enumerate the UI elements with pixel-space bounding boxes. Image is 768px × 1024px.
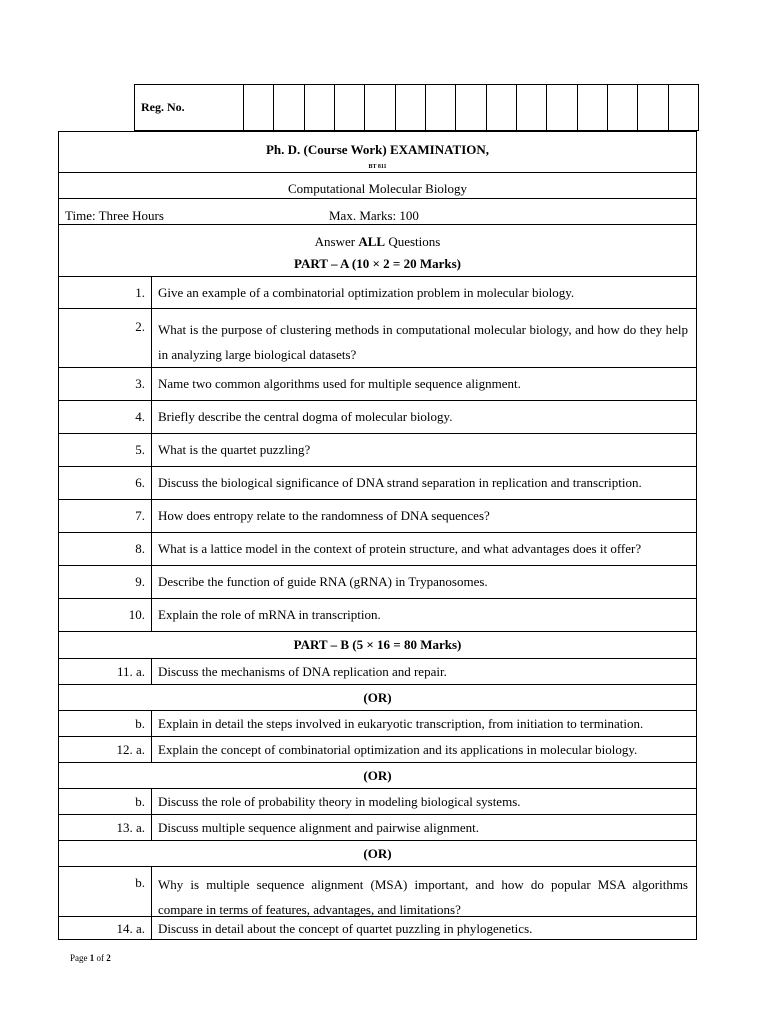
reg-no-cell: [365, 85, 395, 130]
page-footer: Page 1 of 2: [70, 953, 111, 963]
question-number: 4.: [59, 401, 152, 433]
question-number: b.: [59, 789, 152, 814]
question-row: [59, 736, 696, 762]
question-text: Discuss the role of probability theory in modeling biological systems.: [158, 793, 521, 809]
question-number: 1.: [59, 277, 152, 308]
question-row: [59, 788, 696, 814]
reg-no-cell: [547, 85, 577, 130]
answer-instruction: Answer ALL Questions: [314, 234, 441, 249]
question-row: [59, 499, 696, 532]
exam-meta-row: [59, 198, 696, 224]
question-text: Discuss the biological significance of DNA strand separation in replication and transcription.: [158, 475, 642, 490]
question-text: Why is multiple sequence alignment (MSA) important, and how do popular MSA algorithms compare in terms of features, advantages, and limitations?: [158, 877, 688, 917]
question-number: 13. a.: [59, 815, 152, 840]
question-number: 2.: [59, 309, 152, 367]
question-number: b.: [59, 867, 152, 916]
question-number: 14. a.: [59, 917, 152, 940]
exam-time: Time: Three Hours: [65, 208, 164, 223]
question-number: 11. a.: [59, 659, 152, 684]
question-row: [59, 916, 696, 940]
question-text: Briefly describe the central dogma of molecular biology.: [158, 409, 453, 424]
reg-no-cell: [517, 85, 547, 130]
question-number: b.: [59, 711, 152, 736]
question-row: [59, 866, 696, 916]
question-row: [59, 710, 696, 736]
question-row: [59, 308, 696, 367]
course-code: BT 811: [368, 164, 387, 170]
reg-no-cell: [487, 85, 517, 130]
question-text: How does entropy relate to the randomness of DNA sequences?: [158, 508, 490, 523]
question-row: [59, 367, 696, 400]
or-separator: (OR): [59, 762, 696, 788]
question-number: 7.: [59, 500, 152, 532]
question-text: Discuss in detail about the concept of quartet puzzling in phylogenetics.: [158, 920, 533, 936]
current-page-number: 1: [89, 953, 95, 963]
question-text: Describe the function of guide RNA (gRNA) in Trypanosomes.: [158, 574, 488, 589]
exam-table: [58, 131, 697, 940]
subject-title: Computational Molecular Biology: [59, 172, 696, 198]
question-text: Discuss the mechanisms of DNA replication and repair.: [158, 663, 447, 679]
question-number: 6.: [59, 467, 152, 499]
question-text: Discuss multiple sequence alignment and pairwise alignment.: [158, 819, 479, 835]
reg-no-cell: [244, 85, 274, 130]
reg-no-cell: [274, 85, 304, 130]
question-text: What is the purpose of clustering methods in computational molecular biology, and how do they help in analyzing large biological datasets?: [158, 322, 688, 362]
question-row: [59, 400, 696, 433]
reg-no-cell: [638, 85, 668, 130]
question-text: Name two common algorithms used for multiple sequence alignment.: [158, 376, 521, 391]
reg-no-label: Reg. No.: [135, 85, 244, 130]
or-separator: (OR): [59, 840, 696, 866]
question-number: 3.: [59, 368, 152, 400]
part-a-heading: PART – A (10 × 2 = 20 Marks): [294, 256, 461, 271]
exam-max-marks: Max. Marks: 100: [329, 208, 419, 223]
question-number: 8.: [59, 533, 152, 565]
question-row: [59, 276, 696, 308]
question-row: [59, 814, 696, 840]
question-row: [59, 658, 696, 684]
reg-no-cell: [305, 85, 335, 130]
reg-no-cell: [456, 85, 486, 130]
total-page-number: 2: [106, 953, 111, 963]
reg-no-cell: [669, 85, 698, 130]
exam-title: Ph. D. (Course Work) EXAMINATION,: [265, 142, 490, 157]
question-text: Explain the role of mRNA in transcription.: [158, 607, 381, 622]
part-b-heading: PART – B (5 × 16 = 80 Marks): [59, 631, 696, 658]
reg-no-box: [134, 84, 699, 131]
question-row: [59, 466, 696, 499]
question-text: Give an example of a combinatorial optimization problem in molecular biology.: [158, 284, 575, 300]
question-row: [59, 532, 696, 565]
question-row: [59, 433, 696, 466]
reg-no-cell: [578, 85, 608, 130]
reg-no-cell: [426, 85, 456, 130]
question-text: What is a lattice model in the context of protein structure, and what advantages does it offer?: [158, 541, 642, 556]
question-text: Explain the concept of combinatorial optimization and its applications in molecular biology.: [158, 741, 638, 757]
question-text: What is the quartet puzzling?: [158, 442, 311, 457]
question-row: [59, 598, 696, 631]
reg-no-cell: [396, 85, 426, 130]
question-text: Explain in detail the steps involved in eukaryotic transcription, from initiation to termination.: [158, 715, 644, 731]
instructions-row: [59, 224, 696, 276]
question-number: 5.: [59, 434, 152, 466]
reg-no-cell: [608, 85, 638, 130]
question-number: 10.: [59, 599, 152, 631]
or-separator: (OR): [59, 684, 696, 710]
question-number: 12. a.: [59, 737, 152, 762]
question-row: [59, 565, 696, 598]
reg-no-cell: [335, 85, 365, 130]
question-number: 9.: [59, 566, 152, 598]
